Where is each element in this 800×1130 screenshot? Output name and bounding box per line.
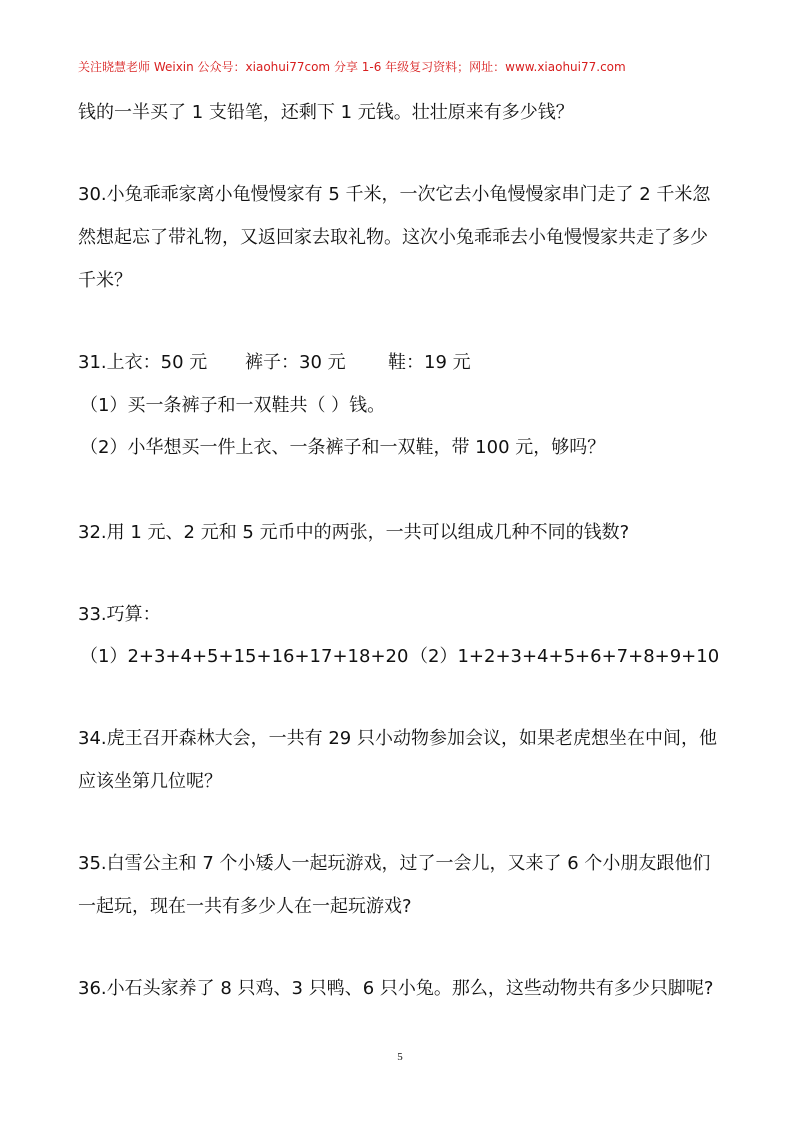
question-30-line-1: 30.小兔乖乖家离小龟慢慢家有 5 千米，一次它去小龟慢慢家串门走了 2 千米忽: [78, 184, 711, 205]
question-31-price-row: [78, 351, 718, 375]
price-shoes: 鞋：19 元: [388, 352, 471, 373]
question-30-line-2: 然想起忘了带礼物，又返回家去取礼物。这次小兔乖乖去小龟慢慢家共走了多少: [78, 227, 708, 248]
question-35-line-1: 35.白雪公主和 7 个小矮人一起玩游戏，过了一会儿，又来了 6 个小朋友跟他们: [78, 853, 711, 874]
question-34-line-2: 应该坐第几位呢？: [78, 771, 222, 792]
question-36: 36.小石头家养了 8 只鸡、3 只鸭、6 只小兔。那么，这些动物共有多少只脚呢?: [78, 978, 714, 999]
question-33-part-2: （2）1+2+3+4+5+6+7+8+9+10: [410, 646, 720, 667]
question-34-line-1: 34.虎王召开森林大会，一共有 29 只小动物参加会议，如果老虎想坐在中间，他: [78, 728, 717, 749]
question-33-parts: [80, 645, 720, 669]
question-33-title: 33.巧算：: [78, 604, 161, 625]
question-30-line-3: 千米？: [78, 270, 132, 291]
continued-question-line: 钱的一半买了 1 支铅笔，还剩下 1 元钱。壮壮原来有多少钱？: [78, 102, 574, 123]
question-32: 32.用 1 元、2 元和 5 元币中的两张，一共可以组成几种不同的钱数?: [78, 522, 630, 543]
question-31-part-1: （1）买一条裤子和一双鞋共（ ）钱。: [80, 395, 386, 416]
question-31-part-2: （2）小华想买一件上衣、一条裤子和一双鞋，带 100 元，够吗？: [80, 437, 606, 458]
page-header: 关注晓慧老师 Weixin 公众号：xiaohui77com 分享 1-6 年级复习资料；网址：www.xiaohui77.com: [78, 60, 626, 74]
page-number: 5: [397, 1051, 403, 1063]
question-33-part-1: （1）2+3+4+5+15+16+17+18+20: [80, 646, 409, 667]
question-35-line-2: 一起玩，现在一共有多少人在一起玩游戏?: [78, 896, 412, 917]
price-jacket: 31.上衣：50 元: [78, 352, 208, 373]
price-pants: 裤子：30 元: [245, 352, 346, 373]
